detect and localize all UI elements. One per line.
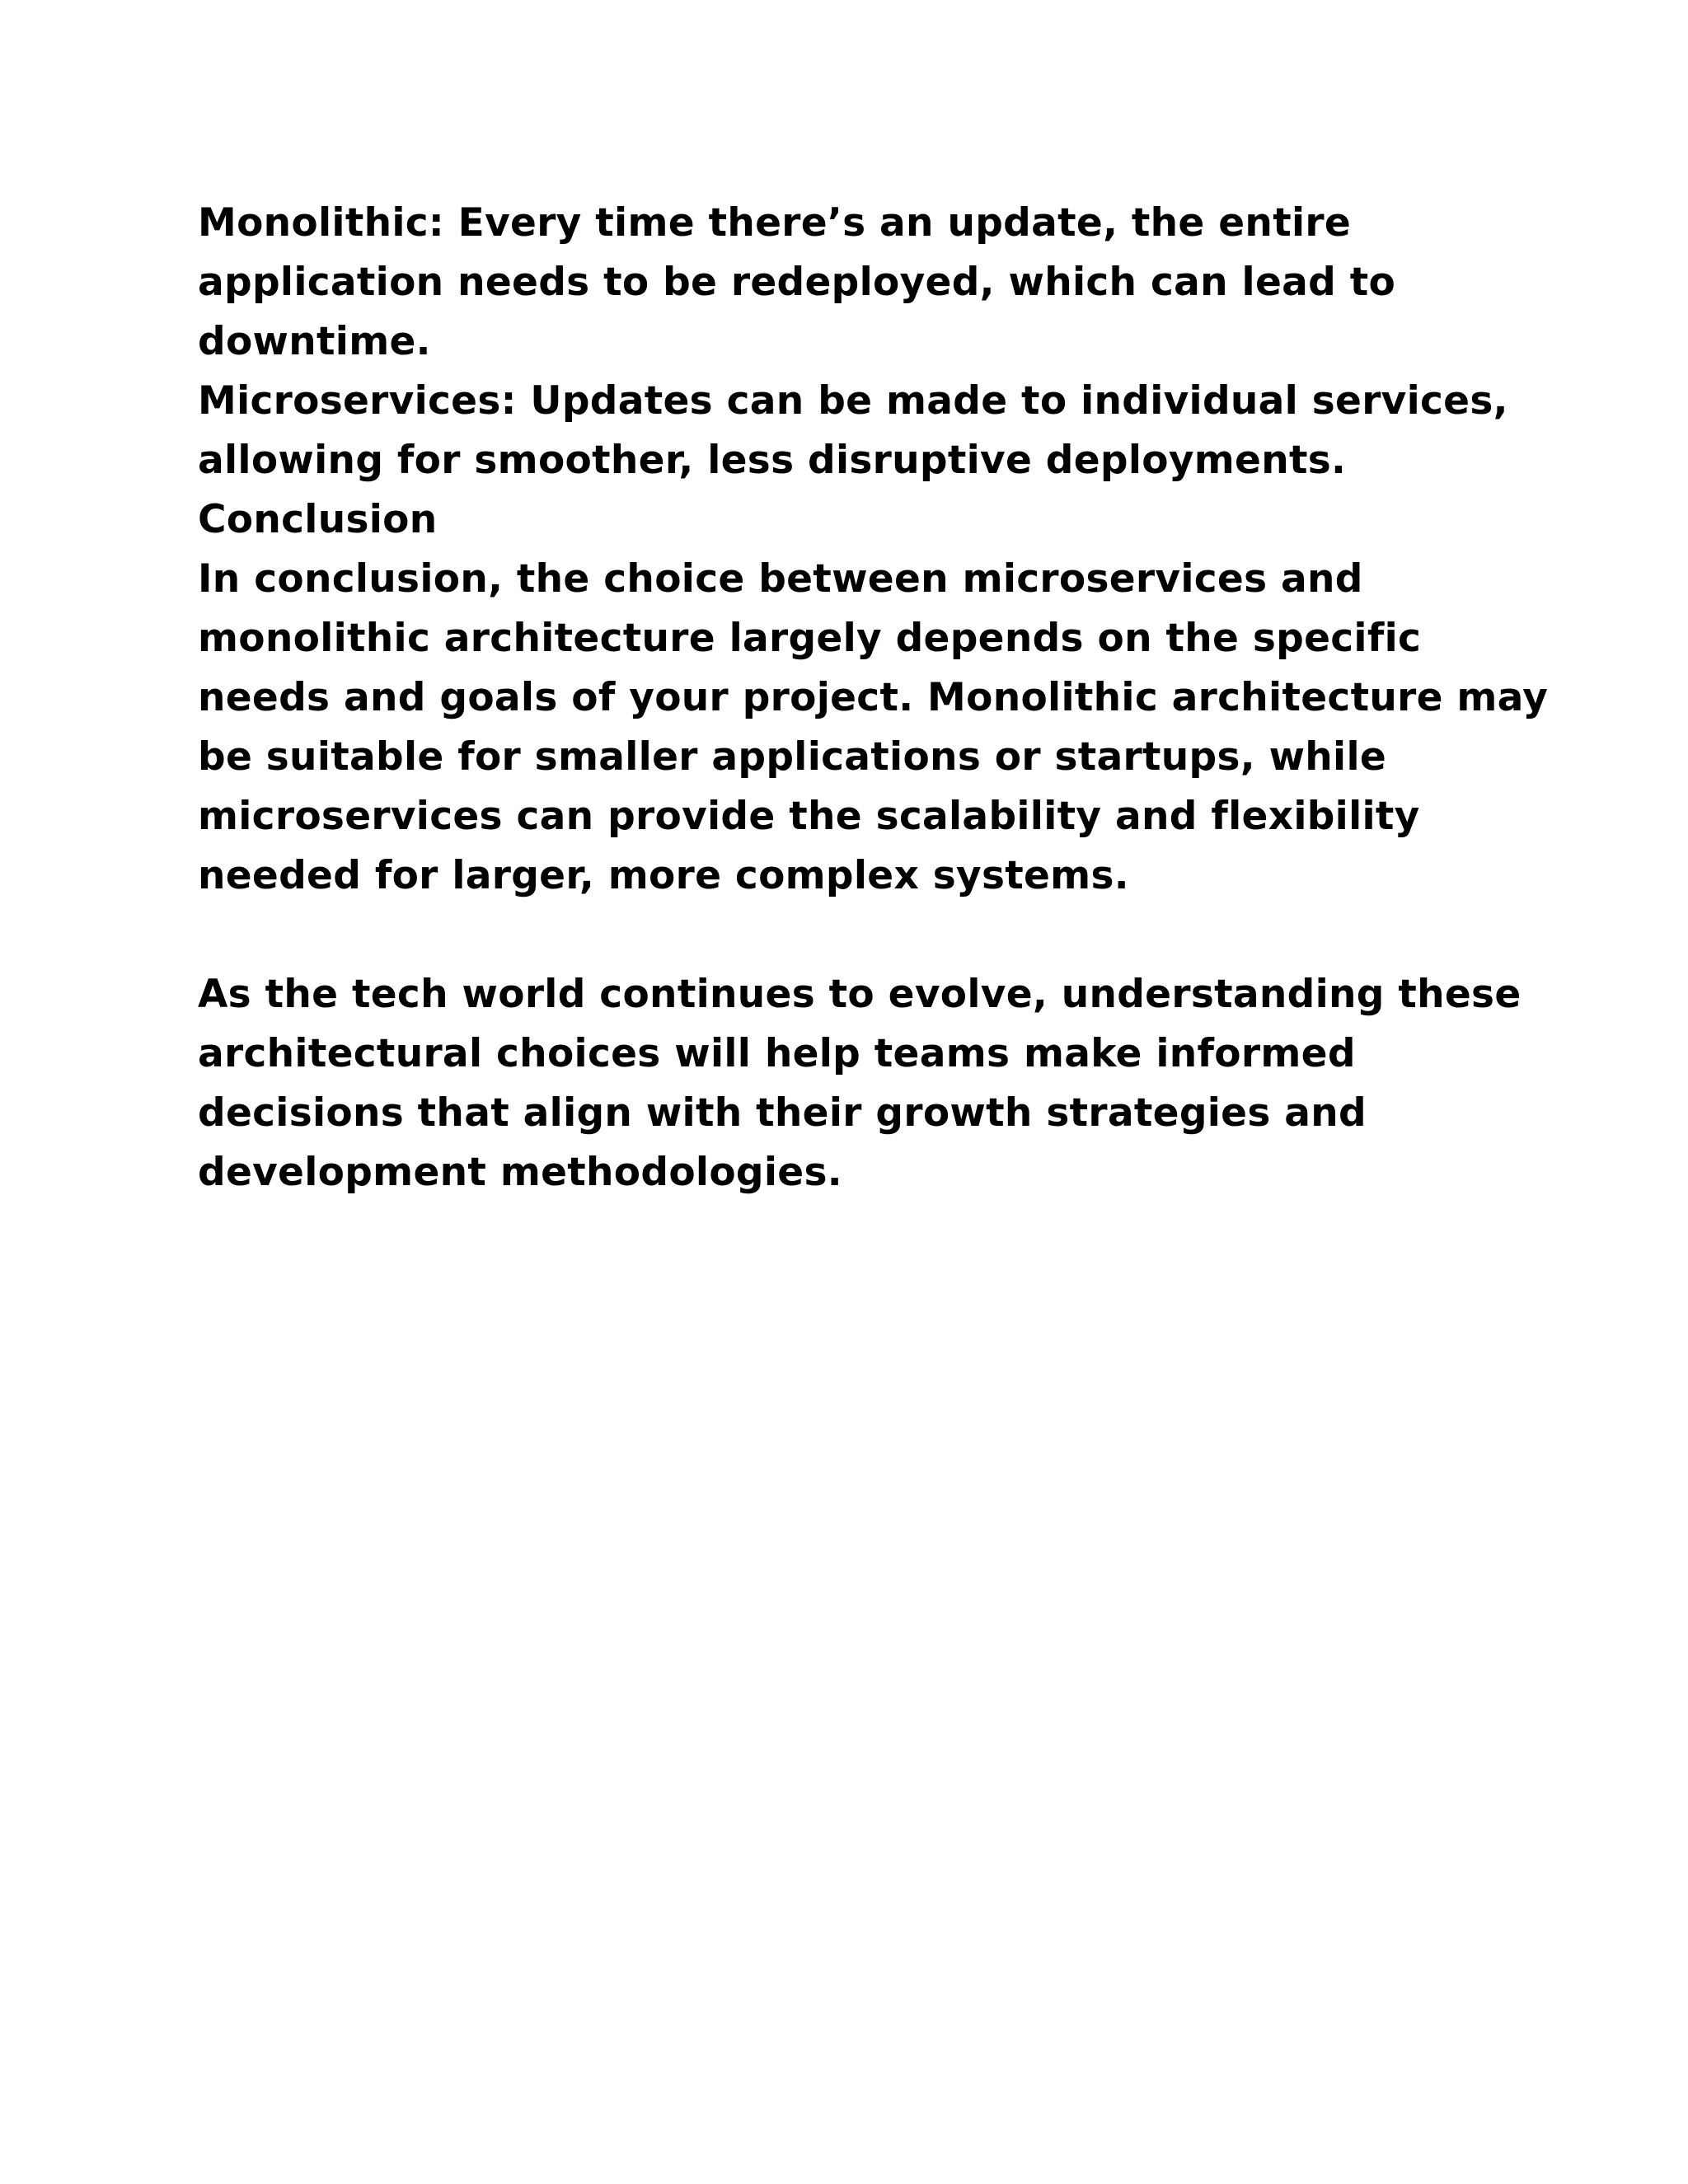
text-line: downtime. [198, 319, 431, 364]
text-line: As the tech world continues to evolve, understanding these [198, 972, 1522, 1017]
text-line: Microservices: Updates can be made to individual services, [198, 378, 1508, 424]
text-line: application needs to be redeployed, which can lead to [198, 260, 1396, 305]
paragraph-spacer [198, 906, 1517, 965]
heading-conclusion [198, 490, 1517, 550]
text-line: In conclusion, the choice between microservices and [198, 556, 1363, 602]
section-heading: Conclusion [198, 497, 438, 542]
paragraph-monolithic [198, 194, 1517, 372]
text-line: monolithic architecture largely depends on the specific [198, 616, 1422, 661]
text-line: development methodologies. [198, 1150, 842, 1195]
paragraph-microservices [198, 372, 1517, 490]
text-line: allowing for smoother, less disruptive deployments. [198, 438, 1347, 483]
paragraph-conclusion [198, 550, 1549, 906]
paragraph-closing [198, 965, 1522, 1202]
text-line: needs and goals of your project. Monolithic architecture may [198, 675, 1549, 720]
text-line: needed for larger, more complex systems. [198, 853, 1129, 898]
text-line: microservices can provide the scalability and flexibility [198, 794, 1420, 839]
text-line: be suitable for smaller applications or startups, while [198, 734, 1387, 780]
text-line: Monolithic: Every time there’s an update, the entire [198, 200, 1352, 246]
text-line: decisions that align with their growth strategies and [198, 1090, 1367, 1136]
text-line: architectural choices will help teams make informed [198, 1031, 1356, 1076]
document-body [198, 194, 1549, 1202]
